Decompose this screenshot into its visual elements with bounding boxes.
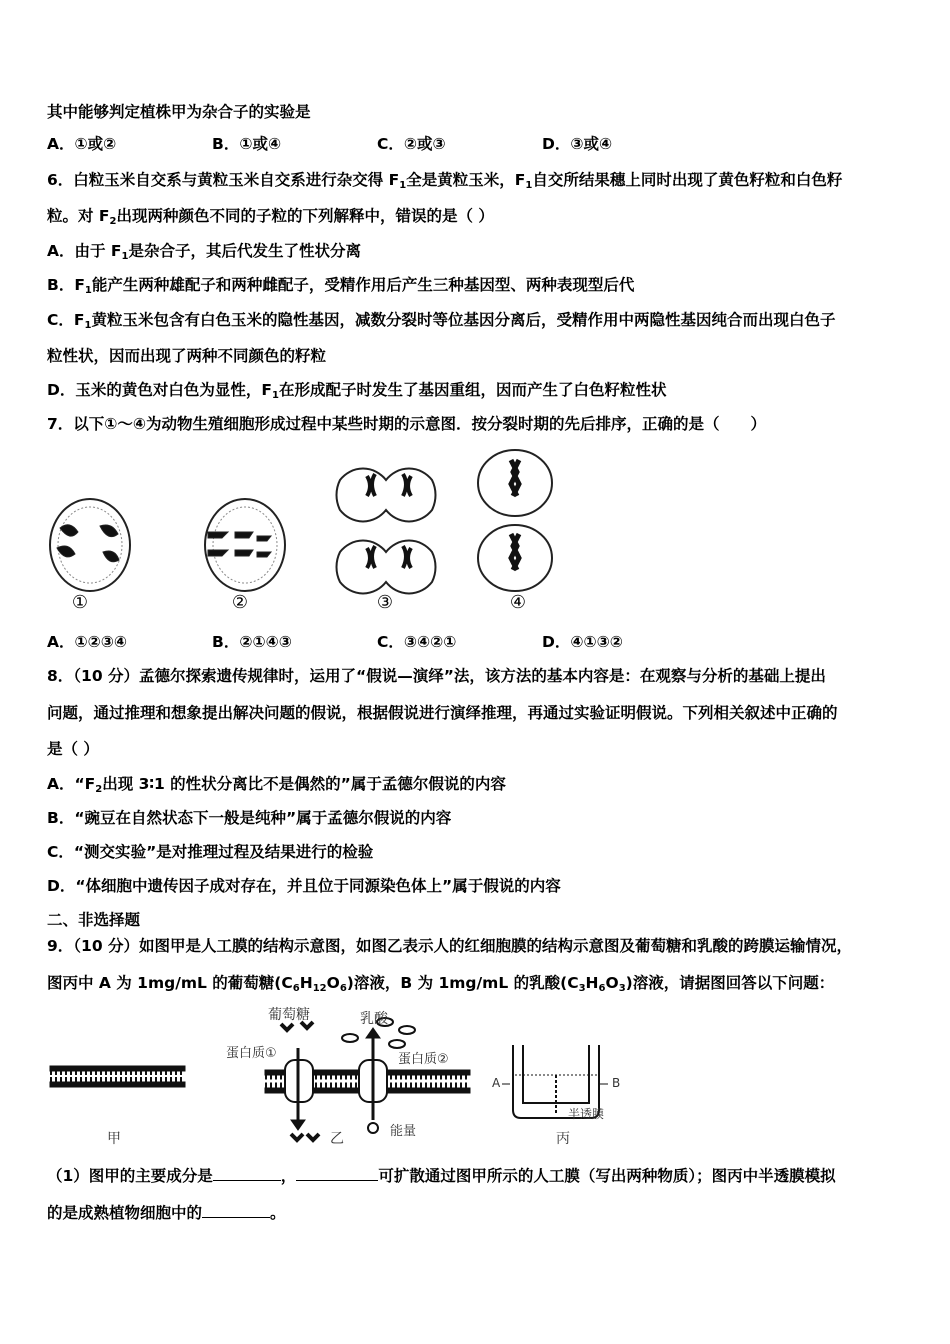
- figure-label-3: ③: [376, 592, 394, 613]
- q7-option-d[interactable]: D．④①③②: [542, 633, 623, 651]
- q9-membrane-figures: [45, 1000, 645, 1150]
- q6-stem-line2: 粒。对 $F_2$出现两种颜色不同的子粒的下列解释中，错误的是（ ）: [47, 207, 494, 227]
- label-jia: 甲: [107, 1131, 121, 1147]
- label-yi: 乙: [330, 1131, 344, 1147]
- q5-tail: 其中能够判定植株甲为杂合子的实验是: [47, 103, 311, 121]
- answer-blank-2[interactable]: [296, 1166, 378, 1181]
- q8-option-c[interactable]: C．“测交实验”是对推理过程及结果进行的检验: [47, 843, 374, 861]
- q6-option-c-line2: 粒性状，因而出现了两种不同颜色的籽粒: [47, 347, 327, 365]
- q7-option-a[interactable]: A．①②③④: [47, 633, 127, 651]
- q7-cell-division-figures: [45, 448, 565, 618]
- cell-figure-2: [205, 499, 285, 591]
- q5-option-c[interactable]: C．②或③: [377, 135, 446, 153]
- cell-figure-4: [478, 450, 552, 591]
- figure-label-2: ②: [231, 592, 249, 613]
- label-bing: 丙: [556, 1131, 570, 1147]
- q8-stem-line3: 是（ ）: [47, 740, 99, 758]
- q5-option-b[interactable]: B．①或④: [212, 135, 282, 153]
- q7-stem: 7．以下①～④为动物生殖细胞形成过程中某些时期的示意图．按分裂时期的先后排序，正确的是（ ）: [47, 415, 767, 433]
- cell-figure-3: [336, 469, 435, 594]
- figure-label-4: ④: [509, 592, 527, 613]
- q8-option-a[interactable]: A．“$F_2$出现 3∶1 的性状分离比不是偶然的”属于孟德尔假说的内容: [47, 775, 506, 795]
- label-a: A: [492, 1076, 501, 1090]
- q7-option-c[interactable]: C．③④②①: [377, 633, 457, 651]
- q9-subquestion-1: （1）图甲的主要成分是 ， 可扩散通过图甲所示的人工膜（写出两种物质）；图丙中半透膜模拟: [47, 1167, 836, 1185]
- label-protein-1: 蛋白质①: [226, 1046, 277, 1061]
- figure-yi-membrane: [265, 1018, 470, 1140]
- figure-jia-bilayer: [50, 1066, 185, 1087]
- q7-option-b[interactable]: B．②①④③: [212, 633, 292, 651]
- label-energy: 能量: [390, 1124, 417, 1139]
- answer-blank-3[interactable]: [202, 1203, 270, 1218]
- q6-option-c[interactable]: C．$F_1$黄粒玉米包含有白色玉米的隐性基因，减数分裂时等位基因分离后，受精作用中两隐性基因纯合而出现白色子: [47, 311, 836, 331]
- q8-option-b[interactable]: B．“豌豆在自然状态下一般是纯种”属于孟德尔假说的内容: [47, 809, 452, 827]
- label-semipermeable-membrane: 半透膜: [568, 1107, 605, 1121]
- section-heading-non-choice: 二、非选择题: [47, 911, 141, 929]
- q6-option-a[interactable]: A．由于 $F_1$是杂合子，其后代发生了性状分离: [47, 242, 361, 262]
- answer-blank-1[interactable]: [213, 1166, 281, 1181]
- q8-option-d[interactable]: D．“体细胞中遗传因子成对存在，并且位于同源染色体上”属于假说的内容: [47, 877, 561, 895]
- q9-stem-line1: 9．（10 分）如图甲是人工膜的结构示意图，如图乙表示人的红细胞膜的结构示意图及葡萄糖和乳酸的跨膜运输情况，: [47, 937, 853, 955]
- label-b: B: [612, 1076, 621, 1090]
- cell-figure-1: [50, 499, 130, 591]
- q8-stem-line1: 8．（10 分）孟德尔探索遗传规律时，运用了“假说—演绎”法，该方法的基本内容是：在观察与分析的基础上提出: [47, 667, 826, 685]
- q9-stem-line2: 图丙中 A 为 1mg/mL 的葡萄糖$(C_6H_{12}O_6)$溶液，B 为 1mg/mL 的乳酸$(C_3H_6O_3)$溶液，请据图回答以下问题：: [47, 974, 835, 994]
- q9-subquestion-1-line2: 的是成熟植物细胞中的 。: [47, 1204, 286, 1222]
- label-lactate: 乳酸: [360, 1011, 388, 1027]
- q6-option-b[interactable]: B．$F_1$能产生两种雄配子和两种雌配子，受精作用后产生三种基因型、两种表现型后代: [47, 276, 635, 296]
- q8-stem-line2: 问题，通过推理和想象提出解决问题的假说，根据假说进行演绎推理，再通过实验证明假说。下列相关叙述中正确的: [47, 704, 838, 722]
- q5-option-a[interactable]: A．①或②: [47, 135, 117, 153]
- q6-option-d[interactable]: D．玉米的黄色对白色为显性，$F_1$在形成配子时发生了基因重组，因而产生了白色籽粒性状: [47, 381, 667, 401]
- label-protein-2: 蛋白质②: [398, 1052, 449, 1067]
- q5-option-d[interactable]: D．③或④: [542, 135, 613, 153]
- figure-label-1: ①: [71, 592, 89, 613]
- label-glucose: 葡萄糖: [268, 1007, 310, 1023]
- q6-stem-line1: 6．白粒玉米自交系与黄粒玉米自交系进行杂交得 $F_1$全是黄粒玉米，$F_1$自交所结果穗上同时出现了黄色籽粒和白色籽: [47, 171, 843, 191]
